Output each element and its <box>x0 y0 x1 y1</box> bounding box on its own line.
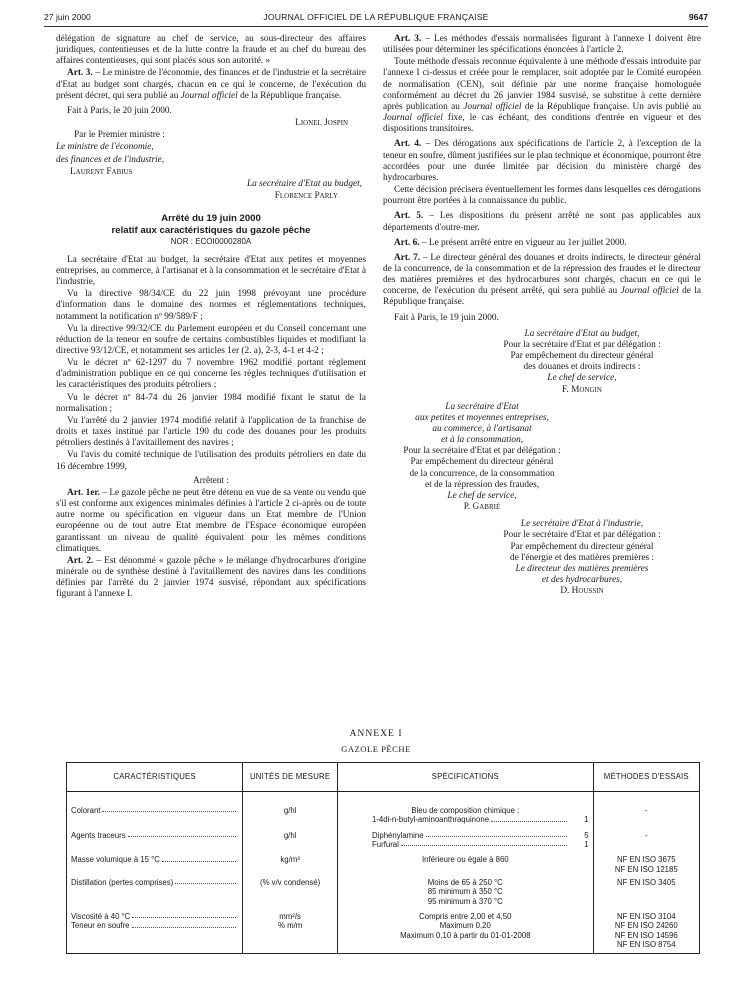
sig-line: Pour la secrétaire d'Etat et par délégation : <box>403 446 561 457</box>
article-label: Art. 6. <box>394 237 420 248</box>
spec-traceurs-1: Diphénylamine <box>372 830 424 840</box>
table-header-row <box>67 763 700 792</box>
article-text: – Le ministre de l'économie, des finances et de l'industrie et la secrétaire d'Etat au budget sont chargés, chacun en ce qui le concerne, de l'exécution du présent décret, qui sera publié au <box>56 68 366 101</box>
vu-1: Vu la directive 98/34/CE du 22 juin 1998 prévoyant une procédure d'information dans le domaine des normes et réglementations techniques, notamment la notification nº 99/589/F ; <box>56 289 366 322</box>
article-text: – Est dénommé « gazole pêche » le mélange d'hydrocarbures d'origine minérale ou de synthèse destiné à l'avitaillement des navires dans les conditions définies par l'arrêté du 2 janvier 1974 susvisé, répondant aux spécifications figurant à l'annexe I. <box>56 555 366 600</box>
article-text: – Le gazole pêche ne peut être détenu en vue de sa vente ou vendu que s'il est conforme aux exigences minimales définies à l'article 2 ci-après ou de toute autre norme ou spécification en vigueur dans un Etat membre de l'Union européenne ou de tout autre Etat membre de l'Espace économique européen garantissant un niveau de qualité équivalent pour les mêmes conditions climatiques. <box>56 487 366 554</box>
article-label: Art. 3. <box>394 34 422 44</box>
secretary-budget-title: La secrétaire d'Etat au budget, <box>247 178 362 189</box>
sig-line: et à la consommation, <box>440 435 524 446</box>
table-row <box>67 906 700 921</box>
arrete-article-1 <box>56 488 366 555</box>
secretary-budget-name: Florence Parly <box>274 191 338 202</box>
article-text: – Les dispositions du présent arrêté ne sont pas applicables aux départements d'outre-mer. <box>383 211 701 233</box>
row-label-colorant: Colorant <box>71 806 101 815</box>
table-row <box>67 825 700 850</box>
decree-article-3 <box>56 68 366 101</box>
col-header-specifications: SPÉCIFICATIONS <box>338 763 594 792</box>
sig-name: F. Mongin <box>562 384 602 395</box>
sig-line: Par empêchement du directeur général <box>410 457 554 468</box>
sig-line: et des hydrocarbures, <box>541 575 623 586</box>
row-label-masse: Masse volumique à 15 °C <box>71 855 160 865</box>
row-label-traceurs: Agents traceurs <box>71 830 126 840</box>
vu-5: Vu l'arrêté du 2 janvier 1974 modifié relatif à l'application de la franchise de droits et taxes institué par l'article 190 du code des douanes pour les produits pétroliers destinés à l'avitaillement des navires ; <box>56 415 366 449</box>
article-label: Art. 7. <box>394 252 421 263</box>
journal-ref: Journal officiel <box>620 286 679 297</box>
spec-soufre-2: Maximum 0,10 à partir du 01-01-2008 <box>400 930 531 940</box>
minister-title-2: des finances et de l'industrie, <box>56 154 165 165</box>
article-text: – Le directeur général des douanes et droits indirects, le directeur général de la concurrence, de la consommation et de la répression des fraudes et le directeur des matières premières et des hydrocarbures sont chargés, chacun en ce qui le concerne, de l'exécution du présent arrêté, qui sera publié au <box>383 252 701 297</box>
nor-reference: NOR : ECOI0000280A <box>170 237 252 247</box>
arrete-title-line-1: Arrêté du 19 juin 2000 <box>161 213 261 225</box>
table-row <box>67 849 700 874</box>
spec-soufre-1: Maximum 0,20 <box>439 921 491 931</box>
spec-distillation-1: Moins de 65 à 250 °C <box>427 878 503 888</box>
sig-line: de l'énergie et des matières premières : <box>510 552 654 563</box>
annexe-subtitle: GAZOLE PÊCHE <box>341 744 411 754</box>
method-distillation: NF EN ISO 3405 <box>593 874 699 906</box>
article-label: Art. 2. <box>67 555 94 566</box>
article-label: Art. 4. <box>394 139 422 150</box>
article-text: – Les méthodes d'essais normalisées figurant à l'annexe I doivent être utilisées pour déterminer les spécifications énoncées à l'article 2. <box>383 34 701 56</box>
article-label: Art. 3. <box>67 68 93 79</box>
spec-distillation-2: 85 minimum à 350 °C <box>427 887 503 897</box>
spec-colorant-1: Bleu de composition chimique : <box>411 806 520 815</box>
signature-block-commerce <box>383 402 701 514</box>
spec-traceurs-1-value: 5 <box>584 830 589 840</box>
article-text: – Des dérogations aux spécifications de l'article 2, à l'exception de la teneur en soufre, dûment justifiées sur le plan technique et économique, pourront être accordées pour une durée limitée par décision du ministère chargé des hydrocarbures. <box>383 139 701 183</box>
method-masse-2: NF EN ISO 12185 <box>614 864 678 874</box>
sig-line: Le chef de service, <box>447 490 517 501</box>
sig-line: Pour la secrétaire d'Etat et par délégation : <box>503 339 661 350</box>
signature-block-budget <box>383 329 701 396</box>
minister-title-1: Le ministre de l'économie, <box>56 142 154 153</box>
journal-ref: Journal officiel <box>180 90 238 101</box>
vu-3: Vu le décret nº 62-1297 du 7 novembre 1962 modifié portant règlement d'administration publique en ce qui concerne les règles techniques d'utilisation et les caractéristiques des produits pétroliers ; <box>56 358 366 391</box>
signer-jospin: Lionel Jospin <box>295 118 348 129</box>
unit-viscosite: mm²/s <box>243 906 338 921</box>
arrete-article-2 <box>56 556 366 601</box>
sig-line: Par empêchement du directeur général <box>510 351 654 362</box>
sig-line: Par empêchement du directeur général <box>510 541 654 552</box>
spec-viscosite: Compris entre 2,00 et 4,50 <box>338 906 594 921</box>
unit-soufre: % m/m <box>243 921 338 954</box>
article-text: Toute méthode d'essais reconnue équivalente à une méthode d'essais introduite par l'annexe I ci-dessus et créée pour le remplacer, soit adoptée par le Comité européen de normalisation (CEN), soit définie par une norme française homologuée conformément au décret du 26 janvier 1984 susvisé, se substitue à cette dernière après publication au <box>383 57 701 112</box>
row-label-soufre: Teneur en soufre <box>71 921 130 931</box>
left-column <box>56 34 366 601</box>
minister-name: Laurent Fabius <box>70 166 133 177</box>
sig-line: La secrétaire d'Etat au budget, <box>524 328 640 339</box>
page-header <box>44 12 708 27</box>
arrete-article-4 <box>383 139 701 184</box>
method-soufre-3: NF EN ISO 8754 <box>617 940 676 950</box>
right-column <box>383 34 701 597</box>
annexe-title: ANNEXE I <box>349 728 403 739</box>
sig-line: Le secrétaire d'Etat à l'industrie, <box>520 519 644 530</box>
sig-line: Pour le secrétaire d'Etat et par délégation : <box>503 530 661 541</box>
fait-a-paris-2: Fait à Paris, le 19 juin 2000. <box>394 312 499 323</box>
header-page-number: 9647 <box>688 12 708 22</box>
col-header-methodes: MÉTHODES D'ESSAIS <box>593 763 699 792</box>
col-header-unites: UNITÉS DE MESURE <box>243 763 338 792</box>
fait-a-paris-1: Fait à Paris, le 20 juin 2000. <box>67 105 172 116</box>
method-soufre-2: NF EN ISO 14596 <box>614 930 678 940</box>
sig-name: P. Gabrié <box>463 502 501 513</box>
method-soufre-1: NF EN ISO 24260 <box>614 921 678 931</box>
arrete-article-6 <box>383 238 701 249</box>
header-date: 27 juin 2000 <box>44 12 91 22</box>
table-row <box>67 921 700 954</box>
table-row <box>67 792 700 825</box>
arrete-intro: La secrétaire d'Etat au budget, la secrétaire d'Etat aux petites et moyennes entreprises, au commerce, à l'artisanat et à la consommation et le secrétaire d'Etat à l'industrie, <box>56 254 366 288</box>
continuation-text: délégation de signature au chef de service, au sous-directeur des affaires juridiques, contentieuses et de la lutte contre la fraude et au chef du bureau des affaires contentieuses, qui sont placés sous son autorité. » <box>56 34 366 67</box>
vu-2: Vu la directive 99/32/CE du Parlement européen et du Conseil concernant une réduction de la teneur en soufre de certains combustibles liquides et modifiant la directive 93/12/CE, et notamment ses articles 1er (2. a), 2-3, 4-1 et 4-2 ; <box>56 323 366 356</box>
sig-line: des douanes et droits indirects : <box>523 362 641 373</box>
unit-traceurs: g/hl <box>243 825 338 850</box>
col-header-caracteristiques: CARACTÉRISTIQUES <box>67 763 243 792</box>
spec-traceurs-2: Furfural <box>372 840 399 850</box>
sig-line: au commerce, à l'artisanat <box>432 424 532 434</box>
arrete-title-line-2: relatif aux caractéristiques du gazole pêche <box>111 225 311 237</box>
method-colorant: - <box>593 792 699 825</box>
journal-ref: Journal officiel <box>383 113 443 124</box>
sig-line: de la concurrence, de la consommation <box>409 468 555 479</box>
spec-colorant-2: 1-4di-n-butyl-aminoanthraquinone <box>372 815 490 825</box>
arrete-article-7 <box>383 253 701 309</box>
article-text: de la République française. <box>383 286 701 308</box>
method-viscosite: NF EN ISO 3104 <box>593 906 699 921</box>
journal-ref: Journal officiel <box>463 101 522 112</box>
method-traceurs: - <box>593 825 699 850</box>
header-journal-title: JOURNAL OFFICIEL DE LA RÉPUBLIQUE FRANÇAISE <box>263 12 489 22</box>
spec-masse: Inférieure ou égale à 860 <box>338 849 594 874</box>
sig-name: D. Houssin <box>560 586 604 597</box>
article-text: fixe, le cas échéant, des conditions d'entrée en vigueur et des dispositions transitoires. <box>383 113 702 135</box>
row-label-distillation: Distillation (pertes comprises) <box>71 878 174 888</box>
unit-masse: kg/m³ <box>243 849 338 874</box>
article-text: – Le présent arrêté entre en vigueur au 1er juillet 2000. <box>419 237 627 248</box>
arrete-article-4-p2: Cette décision précisera éventuellement les formes dans lesquelles ces dérogations pourront être portées à la connaissance du public. <box>383 185 701 207</box>
spec-colorant-2-value: 1 <box>584 815 589 825</box>
par-premier-ministre: Par le Premier ministre : <box>74 130 165 141</box>
table-row <box>67 874 700 906</box>
article-label: Art. 5. <box>394 211 424 222</box>
vu-4: Vu le décret nº 84-74 du 26 janvier 1984 modifié fixant le statut de la normalisation ; <box>56 392 366 414</box>
sig-line: aux petites et moyennes entreprises, <box>415 412 549 423</box>
vu-6: Vu l'avis du comité technique de l'utilisation des produits pétroliers en date du 16 décembre 1999, <box>56 450 366 472</box>
article-text: de la République française. Un avis publié au <box>521 101 701 112</box>
arretent: Arrêtent : <box>193 475 229 486</box>
arrete-article-3-p2 <box>383 57 701 135</box>
annexe-table <box>66 762 700 954</box>
sig-line: Le directeur des matières premières <box>515 563 649 574</box>
method-masse-1: NF EN ISO 3675 <box>617 855 676 865</box>
arrete-article-3 <box>383 34 701 56</box>
spec-distillation-3: 95 minimum à 370 °C <box>427 896 503 906</box>
sig-line: La secrétaire d'Etat <box>445 401 519 412</box>
signature-block-industrie <box>383 519 701 597</box>
article-label: Art. 1er. <box>67 487 100 498</box>
sig-line: Le chef de service, <box>547 373 617 384</box>
arrete-article-5 <box>383 211 701 233</box>
article-text-end: de la République française. <box>237 90 342 101</box>
unit-distillation: (% v/v condensé) <box>243 874 338 906</box>
row-label-viscosite: Viscosité à 40 °C <box>71 912 131 922</box>
spec-traceurs-2-value: 1 <box>584 840 589 850</box>
unit-colorant: g/hl <box>243 792 338 825</box>
sig-line: et de la répression des fraudes, <box>424 479 540 490</box>
